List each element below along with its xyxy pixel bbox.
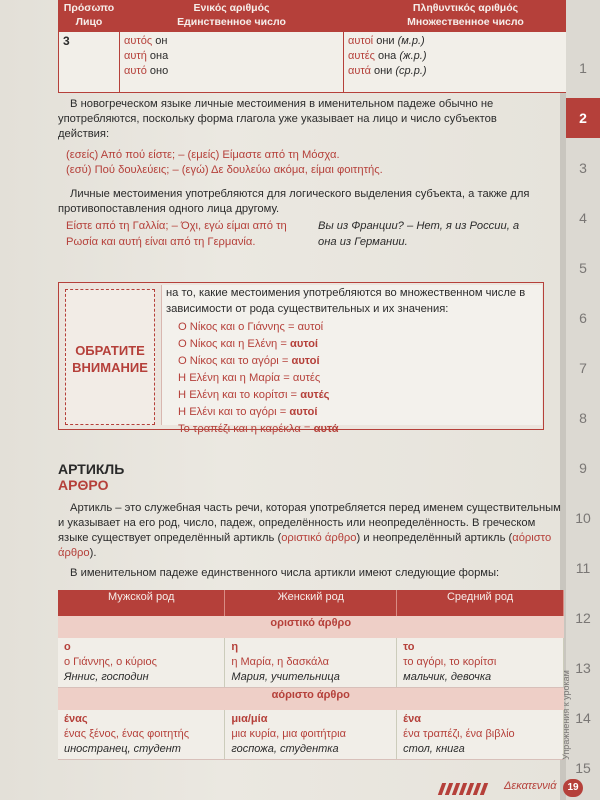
- definite-feminine: η η Μαρία, η δασκάλα Мария, учительница: [225, 638, 397, 688]
- attention-row: Ο Νίκος και το αγόρι = αυτοί: [178, 355, 320, 367]
- row-number: 3: [59, 32, 120, 93]
- example-1: (εσείς) Από πού είστε; – (εμείς) Είμαστε από τη Μόσχα.: [66, 149, 340, 161]
- attention-label-box: [65, 289, 155, 425]
- indefinite-feminine: μια/μία μια κυρία, μια φοιτήτρια госпожа, студентка: [225, 710, 397, 760]
- chapter-tab-6[interactable]: 6: [579, 310, 587, 326]
- chapter-tab-15[interactable]: 15: [575, 760, 591, 776]
- attention-row: Ο Νίκος και η Ελένη = αυτοί: [178, 338, 319, 350]
- footer-title: Δεκατεννιά: [504, 780, 557, 792]
- chapter-tab-3[interactable]: 3: [579, 160, 587, 176]
- section-heading-greek: ΑΡΘΡΟ: [58, 477, 109, 493]
- chapter-tab-7[interactable]: 7: [579, 360, 587, 376]
- chapter-tab-11[interactable]: 11: [575, 560, 591, 576]
- definite-neuter: το το αγόρι, το κορίτσι мальчик, девочка: [397, 638, 564, 688]
- chapter-tab-5[interactable]: 5: [579, 260, 587, 276]
- section-heading-russian: АРТИКЛЬ: [58, 461, 125, 477]
- attention-examples: [178, 319, 339, 438]
- paragraph-omission: В новогреческом языке личные местоимения в именительном падеже обычно не употребляются, поскольку форма глагола уже указывает на лицо и число субъектов действия:: [58, 98, 497, 140]
- paragraph-emphasis: Личные местоимения употребляются для логического выделения субъекта, а также для противопоставления одного лица другому.: [58, 188, 530, 215]
- attention-row: Η Ελένη και η Μαρία = αυτές: [178, 372, 321, 384]
- paragraph-article-definition: Артикль – это служебная часть речи, которая употребляется перед именем существительным и указывает на его род, число, падеж, определённость или неопределённость. В греческом языке существует определённый артикль (οριστικό άρθρο) и неопределённый артикль (αόριστο άρθρο).: [58, 502, 561, 559]
- head-neuter: Средний род: [397, 590, 564, 616]
- paragraph-forms: В именительном падеже единственного числа артикли имеют следующие формы:: [70, 567, 500, 579]
- plural-cell: αυτοί они (м.р.) αυτές она (ж.р.) αυτά они (ср.р.): [344, 32, 588, 93]
- example-3-greek: Είστε από τη Γαλλία; – Όχι, εγώ είμαι από τη Ρωσία και αυτή είναι από τη Γερμανία.: [66, 220, 287, 248]
- chapter-tab-2[interactable]: 2: [566, 98, 600, 138]
- head-person: Πρόσωπο Лицо: [59, 1, 120, 32]
- chapter-tab-10[interactable]: 10: [575, 510, 591, 526]
- pronoun-table: [58, 0, 588, 93]
- footer-stripes: [440, 782, 500, 794]
- chapter-tab-13[interactable]: 13: [575, 660, 591, 676]
- attention-row: Η Ελένη και το κορίτσι = αυτές: [178, 389, 330, 401]
- singular-cell: αυτός он αυτή она αυτό оно: [120, 32, 344, 93]
- head-feminine: Женский род: [225, 590, 397, 616]
- head-singular: Ενικός αριθμός Единственное число: [120, 1, 344, 32]
- head-masculine: Мужской род: [58, 590, 225, 616]
- attention-intro: на то, какие местоимения употребляются во множественном числе в зависимости от рода существительных и их значения:: [166, 287, 526, 315]
- article-table: [58, 590, 564, 760]
- attention-row: Ο Νίκος και ο Γιάννης = αυτοί: [178, 321, 324, 333]
- indefinite-neuter: ένα ένα τραπέζι, ένα βιβλίο стол, книга: [397, 710, 564, 760]
- chapter-tab-14[interactable]: 14: [575, 710, 591, 726]
- attention-row: Η Ελένι και το αγόρι = αυτοί: [178, 406, 318, 418]
- indefinite-masculine: ένας ένας ξένος, ένας φοιτητής иностранец, студент: [58, 710, 225, 760]
- chapter-tab-1[interactable]: 1: [579, 60, 587, 76]
- definite-article-label: οριστικό άρθρο: [58, 616, 564, 638]
- attention-box: [58, 282, 544, 435]
- example-2: (εσύ) Πού δουλεύεις; – (εγώ) Δε δουλεύω ακόμα, είμαι φοιτητής.: [66, 164, 383, 176]
- indefinite-article-label: αόριστο άρθρο: [58, 688, 564, 711]
- attention-label: ОБРАТИТЕ ВНИМАНИЕ: [72, 343, 148, 375]
- attention-content: [161, 285, 542, 435]
- head-plural: Πληθυντικός αριθμός Множественное число: [344, 1, 588, 32]
- page-number: 19: [563, 779, 583, 797]
- exercises-side-label: Упражнения к урокам: [560, 670, 571, 760]
- chapter-tab-4[interactable]: 4: [579, 210, 587, 226]
- attention-row: Το τραπέζι και η καρέκλα = αυτά: [178, 423, 339, 435]
- chapter-tab-9[interactable]: 9: [579, 460, 587, 476]
- chapter-tab-8[interactable]: 8: [579, 410, 587, 426]
- example-3-russian: Вы из Франции? – Нет, я из России, а она из Германии.: [318, 220, 520, 248]
- definite-masculine: ο ο Γιάννης, ο κύριος Яннис, господин: [58, 638, 225, 688]
- chapter-tab-12[interactable]: 12: [575, 610, 591, 626]
